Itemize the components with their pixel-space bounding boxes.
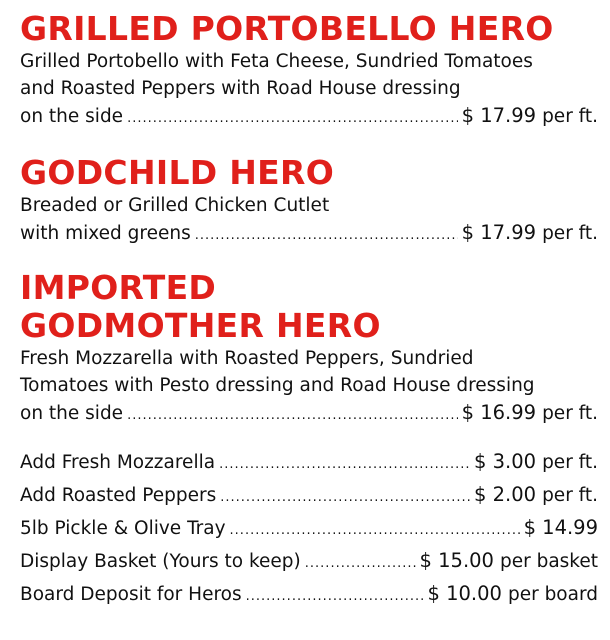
item-description-line: Tomatoes with Pesto dressing and Road House dressing <box>20 375 535 396</box>
dot-leader <box>246 582 424 612</box>
item-price: $ 16.99 <box>461 401 537 424</box>
addon-price: $ 10.00 <box>427 582 502 605</box>
dot-leader <box>220 483 470 513</box>
item-title: GRILLED PORTOBELLO HERO <box>20 9 554 48</box>
item-description-line: and Roasted Peppers with Road House dressing <box>20 78 461 99</box>
price-unit: per ft. <box>542 403 598 424</box>
dot-leader <box>219 450 470 480</box>
addon-label: Add Fresh Mozzarella <box>20 452 216 473</box>
dot-leader <box>230 516 520 546</box>
dot-leader <box>127 105 458 132</box>
addon-label: Display Basket (Yours to keep) <box>20 551 301 572</box>
spacer <box>20 249 598 269</box>
menu-item-godchild <box>20 154 598 249</box>
item-description-line: Grilled Portobello with Feta Cheese, Sundried Tomatoes <box>20 51 533 72</box>
price-unit: per ft. <box>542 106 598 127</box>
item-price: $ 17.99 <box>461 221 537 244</box>
item-description-line: with mixed greens <box>20 223 191 244</box>
dot-leader <box>305 549 416 579</box>
addon-label: Add Roasted Peppers <box>20 485 217 506</box>
addon-price: $ 14.99 <box>523 516 598 539</box>
addon-row <box>20 447 598 480</box>
addon-price: $ 15.00 <box>419 549 494 572</box>
dot-leader <box>127 402 458 429</box>
addon-row <box>20 579 598 612</box>
item-price: $ 17.99 <box>461 104 537 127</box>
dot-leader <box>195 222 458 249</box>
addon-label: 5lb Pickle & Olive Tray <box>20 518 226 539</box>
item-price-line <box>20 219 598 249</box>
item-description-line: Breaded or Grilled Chicken Cutlet <box>20 195 330 216</box>
addon-row <box>20 546 598 579</box>
addon-price: $ 2.00 <box>474 483 537 506</box>
addons-list <box>20 447 598 612</box>
addon-row <box>20 513 598 546</box>
item-description-line: on the side <box>20 106 124 127</box>
item-description-line: Fresh Mozzarella with Roasted Peppers, Sundried <box>20 348 474 369</box>
item-price-line <box>20 102 598 132</box>
addon-label: Board Deposit for Heros <box>20 584 242 605</box>
addon-row <box>20 480 598 513</box>
price-unit: per ft. <box>542 223 598 244</box>
item-title: GODMOTHER HERO <box>20 306 381 345</box>
price-unit: per ft. <box>542 452 598 473</box>
menu-item-imported-godmother <box>20 269 598 429</box>
item-price-line <box>20 399 598 429</box>
item-description-line: on the side <box>20 403 124 424</box>
price-unit: per basket <box>499 551 598 572</box>
hero-menu <box>20 10 598 612</box>
price-unit: per ft. <box>542 485 598 506</box>
addon-price: $ 3.00 <box>474 450 537 473</box>
menu-item-grilled-portobello <box>20 10 598 132</box>
item-title: IMPORTED <box>20 268 217 307</box>
price-unit: per board <box>507 584 598 605</box>
item-title: GODCHILD HERO <box>20 153 335 192</box>
spacer <box>20 429 598 447</box>
spacer <box>20 132 598 154</box>
